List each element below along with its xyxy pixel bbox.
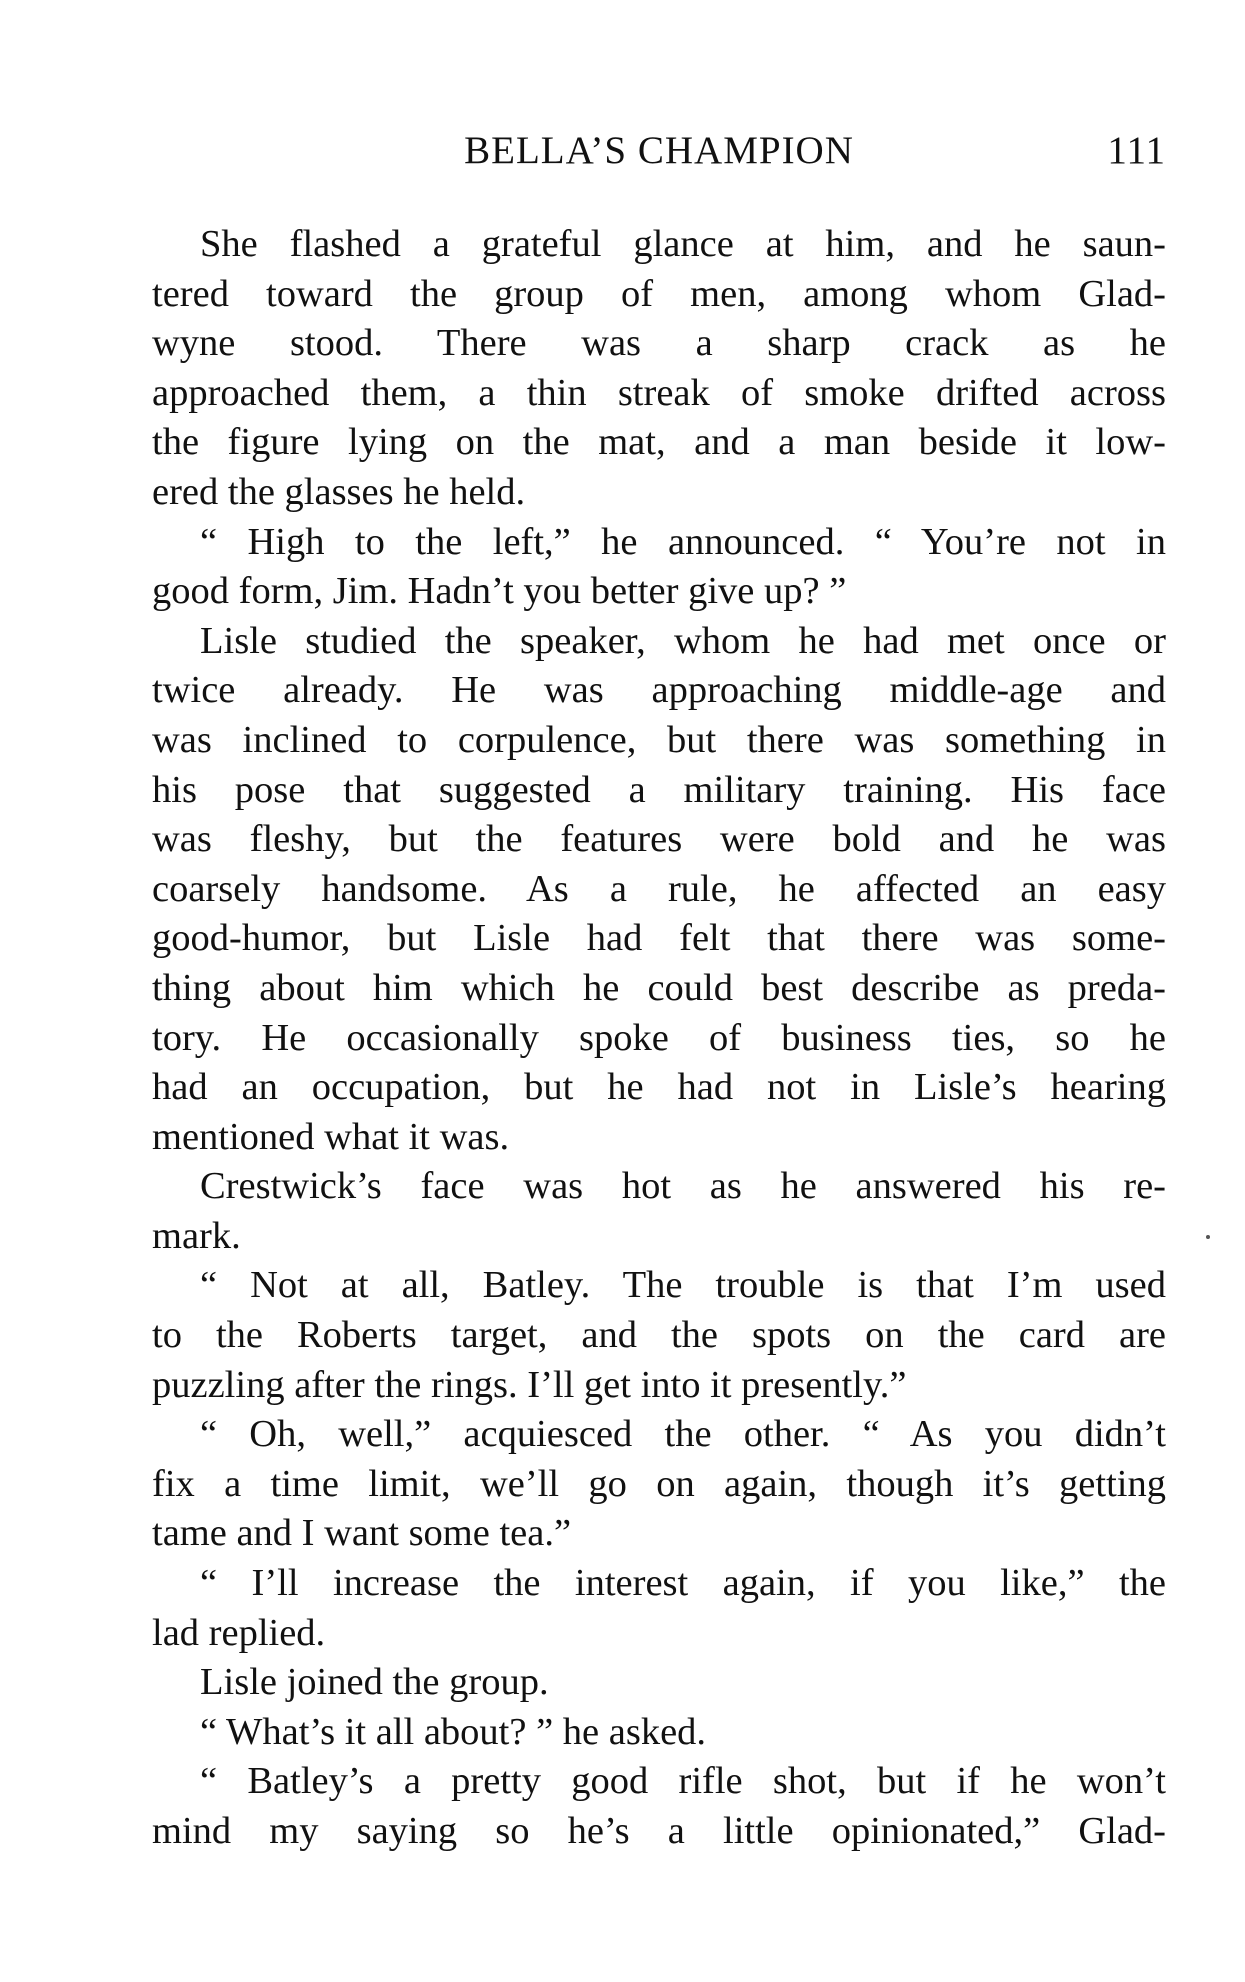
text-line: good form, Jim. Hadn’t you better give up? ” bbox=[152, 570, 847, 613]
text-line: coarsely handsome. As a rule, he affected an easy bbox=[152, 867, 1166, 910]
text-line: Crestwick’s face was hot as he answered his re- bbox=[200, 1165, 1166, 1208]
text-line: was inclined to corpulence, but there was something in bbox=[152, 718, 1166, 761]
text-line: mark. bbox=[152, 1214, 241, 1257]
text-line: mentioned what it was. bbox=[152, 1115, 510, 1158]
text-line: tory. He occasionally spoke of business ties, so he bbox=[152, 1016, 1166, 1059]
ink-speck bbox=[1206, 1235, 1210, 1239]
page-number: 111 bbox=[1107, 129, 1166, 172]
text-line: his pose that suggested a military training. His face bbox=[152, 768, 1166, 811]
text-line: tame and I want some tea.” bbox=[152, 1512, 572, 1555]
text-line: “ Not at all, Batley. The trouble is that I’m used bbox=[200, 1264, 1166, 1307]
text-line: “ Batley’s a pretty good rifle shot, but if he won’t bbox=[200, 1760, 1166, 1803]
running-title: BELLA’S CHAMPION bbox=[464, 129, 854, 172]
text-line: approached them, a thin streak of smoke drifted across bbox=[152, 371, 1166, 414]
text-line: “ I’ll increase the interest again, if you like,” the bbox=[200, 1562, 1166, 1605]
text-line: lad replied. bbox=[152, 1611, 326, 1654]
text-line: twice already. He was approaching middle-age and bbox=[152, 669, 1166, 712]
text-line: good-humor, but Lisle had felt that there was some- bbox=[152, 917, 1166, 960]
body-text bbox=[152, 220, 1166, 1857]
text-line: fix a time limit, we’ll go on again, though it’s getting bbox=[152, 1462, 1166, 1505]
text-line: had an occupation, but he had not in Lisle’s hearing bbox=[152, 1066, 1166, 1109]
text-line: wyne stood. There was a sharp crack as he bbox=[152, 322, 1166, 365]
text-line: the figure lying on the mat, and a man beside it low- bbox=[152, 421, 1166, 464]
text-line: to the Roberts target, and the spots on the card are bbox=[152, 1314, 1166, 1357]
text-line: was fleshy, but the features were bold and he was bbox=[152, 818, 1166, 861]
text-line: ered the glasses he held. bbox=[152, 470, 526, 513]
text-line: “ High to the left,” he announced. “ You’re not in bbox=[200, 520, 1166, 563]
text-line: Lisle studied the speaker, whom he had met once or bbox=[200, 619, 1166, 662]
text-line: “ What’s it all about? ” he asked. bbox=[200, 1710, 707, 1753]
text-line: thing about him which he could best describe as preda- bbox=[152, 966, 1166, 1009]
text-line: “ Oh, well,” acquiesced the other. “ As you didn’t bbox=[200, 1413, 1166, 1456]
text-line: tered toward the group of men, among whom Glad- bbox=[152, 272, 1166, 315]
text-line: She flashed a grateful glance at him, and he saun- bbox=[200, 223, 1166, 265]
text-line: puzzling after the rings. I’ll get into it presently.” bbox=[152, 1363, 907, 1406]
text-line: mind my saying so he’s a little opinionated,” Glad- bbox=[152, 1810, 1166, 1852]
running-head bbox=[152, 128, 1166, 184]
text-line: Lisle joined the group. bbox=[200, 1661, 549, 1704]
